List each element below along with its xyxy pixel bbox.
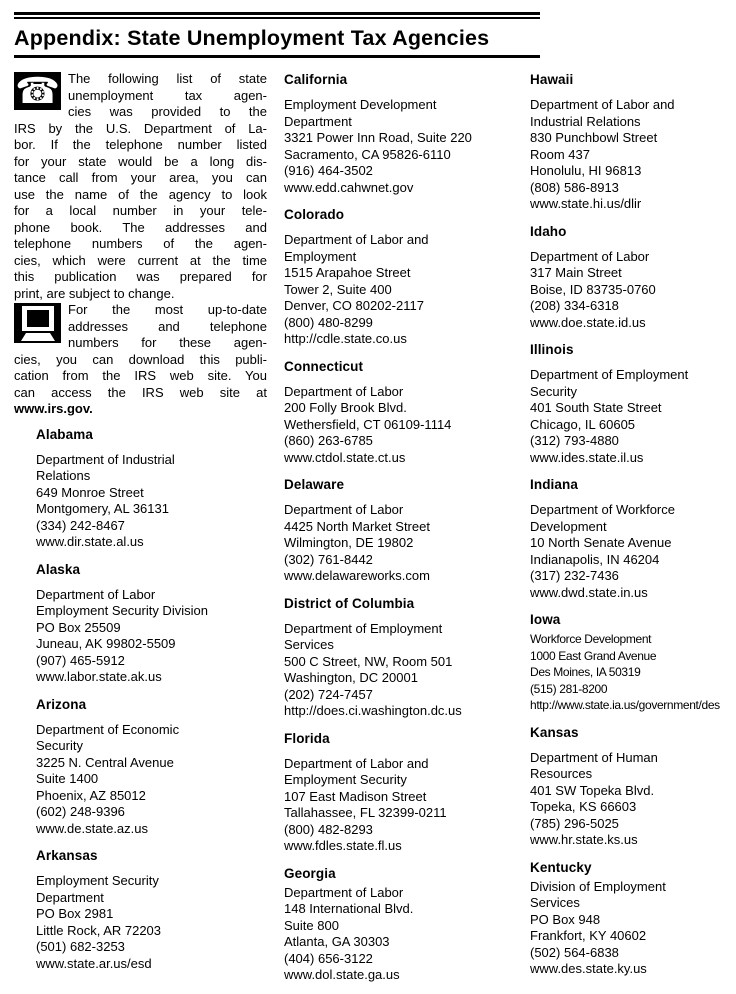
address-line: Department of Labor bbox=[36, 586, 156, 602]
address-line: 200 Folly Brook Blvd. bbox=[284, 400, 407, 415]
intro-text-line: cies, you can download this publi- bbox=[14, 351, 267, 367]
agency-url: www.ctdol.state.ct.us bbox=[284, 449, 406, 465]
state-heading: District of Columbia bbox=[284, 595, 415, 611]
address-line: PO Box 2981 bbox=[36, 906, 114, 921]
address-line: Department of Workforce bbox=[530, 502, 675, 517]
agency-url: http://does.ci.washington.dc.us bbox=[284, 703, 462, 718]
agency-url: www.de.state.az.us bbox=[36, 820, 148, 836]
state-heading: Arizona bbox=[36, 696, 87, 712]
intro-text-line: The following list of state bbox=[68, 71, 267, 86]
state-entry bbox=[36, 426, 267, 551]
address-line: Juneau, AK 99802-5509 bbox=[36, 636, 176, 651]
address-line: Department of Industrial bbox=[36, 451, 175, 467]
address-line: Denver, CO 80202-2117 bbox=[284, 298, 424, 313]
intro-text-line: For the most up-to-date bbox=[68, 302, 267, 317]
intro-text-line: numbers for these agen- bbox=[68, 335, 267, 350]
state-list-column-3 bbox=[530, 71, 736, 978]
address-line: (302) 761-8442 bbox=[284, 551, 373, 567]
state-heading: Kansas bbox=[530, 724, 579, 740]
state-heading: Illinois bbox=[530, 342, 574, 357]
address-line: 1000 East Grand Avenue bbox=[530, 648, 657, 663]
address-line: Services bbox=[530, 895, 580, 910]
state-entry bbox=[284, 865, 521, 984]
address-line: (502) 564-6838 bbox=[530, 944, 619, 960]
address-line: Frankfort, KY 40602 bbox=[530, 928, 647, 943]
state-entry bbox=[284, 71, 521, 196]
address-line: (800) 480-8299 bbox=[284, 314, 373, 330]
state-heading: Colorado bbox=[284, 207, 345, 222]
address-line: (916) 464-3502 bbox=[284, 163, 373, 178]
address-line: (404) 656-3122 bbox=[284, 950, 373, 966]
state-heading: Indiana bbox=[530, 477, 578, 492]
address-line: Boise, ID 83735-0760 bbox=[530, 281, 656, 297]
address-line: Atlanta, GA 30303 bbox=[284, 934, 390, 949]
address-line: 401 South State Street bbox=[530, 400, 662, 415]
address-line: Indianapolis, IN 46204 bbox=[530, 551, 660, 567]
state-entry bbox=[530, 341, 736, 466]
state-heading: Delaware bbox=[284, 477, 345, 492]
intro-text-line: cies was provided to the bbox=[68, 104, 267, 119]
state-entry bbox=[36, 561, 267, 686]
address-line: 317 Main Street bbox=[530, 265, 622, 280]
address-line: Division of Employment bbox=[530, 878, 666, 894]
intro-text-line: this publication was prepared for bbox=[14, 269, 267, 284]
intro-text-line: use the name of the agency to look bbox=[14, 186, 267, 202]
intro-text-line: tance call from your area, you can bbox=[14, 170, 267, 185]
address-line: Department of Employment bbox=[284, 620, 443, 636]
address-line: Phoenix, AZ 85012 bbox=[36, 787, 146, 803]
agency-url: http://cdle.state.co.us bbox=[284, 331, 407, 346]
address-line: 107 East Madison Street bbox=[284, 788, 427, 804]
address-line: Employment Development bbox=[284, 97, 437, 112]
intro-text-line: print, are subject to change. bbox=[14, 285, 175, 301]
title-underline-rule bbox=[14, 55, 540, 58]
state-entry bbox=[36, 696, 267, 838]
page-title: Appendix: State Unemployment Tax Agencies bbox=[14, 26, 490, 50]
address-line: Suite 800 bbox=[284, 917, 339, 933]
address-line: Washington, DC 20001 bbox=[284, 670, 418, 685]
state-heading: California bbox=[284, 72, 348, 87]
address-line: 500 C Street, NW, Room 501 bbox=[284, 653, 453, 669]
address-line: Department of Labor bbox=[530, 248, 650, 264]
address-line: (602) 248-9396 bbox=[36, 804, 125, 819]
address-line: Employment Security bbox=[36, 873, 159, 888]
agency-url: www.des.state.ky.us bbox=[530, 961, 647, 976]
address-line: PO Box 948 bbox=[530, 911, 601, 927]
address-line: Honolulu, HI 96813 bbox=[530, 163, 642, 178]
state-list-column-1 bbox=[14, 426, 267, 973]
address-line: Workforce Development bbox=[530, 632, 652, 646]
state-heading: Iowa bbox=[530, 612, 561, 627]
address-line: Department of Labor bbox=[284, 884, 404, 900]
address-line: Topeka, KS 66603 bbox=[530, 799, 637, 814]
address-line: (202) 724-7457 bbox=[284, 686, 373, 702]
address-line: Wethersfield, CT 06109-1114 bbox=[284, 416, 452, 432]
intro-text-line: cies, which were current at the time bbox=[14, 252, 267, 268]
address-line: (785) 296-5025 bbox=[530, 815, 619, 831]
state-list-column-2 bbox=[284, 71, 521, 984]
agency-url: www.ides.state.il.us bbox=[530, 449, 644, 465]
address-line: (907) 465-5912 bbox=[36, 652, 125, 668]
intro-text-line: for a local number in your tele- bbox=[14, 203, 267, 218]
agency-url: www.dwd.state.in.us bbox=[530, 584, 648, 600]
agency-url: www.doe.state.id.us bbox=[530, 314, 646, 330]
intro-text-line: IRS by the U.S. Department of La- bbox=[14, 120, 267, 136]
address-line: (808) 586-8913 bbox=[530, 179, 619, 195]
state-entry bbox=[530, 724, 736, 849]
address-line: Wilmington, DE 19802 bbox=[284, 535, 414, 550]
state-heading: Alabama bbox=[36, 426, 93, 442]
address-line: Department bbox=[284, 113, 352, 129]
address-line: Employment Security bbox=[284, 772, 407, 787]
intro-text-line: telephone numbers of the agen- bbox=[14, 236, 267, 251]
agency-url: www.labor.state.ak.us bbox=[36, 669, 162, 684]
address-line: Department of Human bbox=[530, 749, 658, 765]
agency-url: http://www.state.ia.us/government/des bbox=[530, 698, 720, 712]
state-entry bbox=[36, 847, 267, 972]
address-line: 649 Monroe Street bbox=[36, 484, 144, 500]
computer-icon bbox=[14, 303, 61, 343]
state-entry bbox=[530, 71, 736, 213]
agency-url: www.fdles.state.fl.us bbox=[284, 838, 402, 853]
agency-url: www.edd.cahwnet.gov bbox=[284, 179, 414, 195]
address-line: Department bbox=[36, 889, 104, 905]
address-line: Sacramento, CA 95826-6110 bbox=[284, 146, 451, 162]
address-line: Department of Labor and bbox=[284, 232, 429, 247]
address-line: Security bbox=[530, 383, 577, 399]
column-states-3 bbox=[530, 71, 736, 994]
rule-bar-bottom bbox=[14, 17, 540, 20]
address-line: Montgomery, AL 36131 bbox=[36, 501, 169, 516]
address-line: Employment bbox=[284, 248, 357, 264]
state-entry bbox=[284, 358, 521, 467]
agency-url: www.dir.state.al.us bbox=[36, 534, 144, 549]
address-line: Department of Labor and bbox=[530, 97, 675, 112]
address-line: Tallahassee, FL 32399-0211 bbox=[284, 805, 447, 820]
state-entry bbox=[530, 223, 736, 332]
state-entry bbox=[284, 730, 521, 855]
address-line: Room 437 bbox=[530, 146, 590, 162]
address-line: PO Box 25509 bbox=[36, 619, 121, 635]
address-line: (800) 482-8293 bbox=[284, 821, 373, 837]
address-line: Department of Labor bbox=[284, 502, 404, 517]
address-line: Relations bbox=[36, 468, 91, 483]
intro-text-line: can access the IRS web site at bbox=[14, 384, 267, 400]
agency-url: www.dol.state.ga.us bbox=[284, 967, 400, 982]
intro-text-line: unemployment tax agen- bbox=[68, 87, 267, 103]
address-line: Resources bbox=[530, 766, 593, 781]
agency-url: www.delawareworks.com bbox=[284, 568, 430, 583]
agency-url: www.state.ar.us/esd bbox=[36, 955, 152, 971]
state-heading: Connecticut bbox=[284, 358, 364, 374]
state-entry bbox=[284, 206, 521, 348]
intro-text-line: cation from the IRS web site. You bbox=[14, 368, 267, 383]
address-line: (312) 793-4880 bbox=[530, 433, 619, 448]
address-line: 401 SW Topeka Blvd. bbox=[530, 782, 655, 798]
address-line: 148 International Blvd. bbox=[284, 901, 414, 916]
agency-url: www.state.hi.us/dlir bbox=[530, 196, 642, 211]
address-line: Suite 1400 bbox=[36, 771, 99, 786]
column-states-2 bbox=[284, 71, 521, 994]
address-line: 4425 North Market Street bbox=[284, 518, 430, 534]
top-double-rule bbox=[14, 12, 736, 19]
address-line: Department of Labor bbox=[284, 383, 404, 399]
telephone-icon: ☎ bbox=[15, 69, 60, 111]
address-line: Department of Labor and bbox=[284, 755, 429, 771]
state-heading: Kentucky bbox=[530, 859, 592, 875]
intro-paragraph-1 bbox=[14, 71, 267, 302]
state-heading: Idaho bbox=[530, 223, 567, 239]
intro-text-line: phone book. The addresses and bbox=[14, 219, 267, 235]
intro-text-line: bor. If the telephone number listed bbox=[14, 137, 267, 152]
intro-text-line: addresses and telephone bbox=[68, 318, 267, 334]
state-heading: Alaska bbox=[36, 561, 81, 577]
state-entry bbox=[530, 859, 736, 978]
state-entry bbox=[284, 476, 521, 585]
address-line: 830 Punchbowl Street bbox=[530, 130, 658, 145]
address-line: Development bbox=[530, 518, 607, 534]
intro-text-line: for your state would be a long dis- bbox=[14, 153, 267, 169]
address-line: 10 North Senate Avenue bbox=[530, 535, 672, 550]
address-line: 1515 Arapahoe Street bbox=[284, 265, 411, 280]
state-heading: Arkansas bbox=[36, 848, 98, 863]
irs-website-url: www.irs.gov. bbox=[14, 401, 93, 416]
address-line: Security bbox=[36, 738, 83, 753]
address-line: (317) 232-7436 bbox=[530, 568, 619, 583]
address-line: Chicago, IL 60605 bbox=[530, 416, 636, 432]
three-column-content bbox=[14, 71, 736, 994]
address-line: (860) 263-6785 bbox=[284, 433, 373, 448]
address-line: Tower 2, Suite 400 bbox=[284, 281, 392, 297]
address-line: Industrial Relations bbox=[530, 113, 641, 129]
address-line: (515) 281-8200 bbox=[530, 681, 608, 696]
state-entry bbox=[530, 611, 736, 714]
address-line: Department of Employment bbox=[530, 367, 689, 382]
state-entry bbox=[530, 476, 736, 601]
address-line: 3321 Power Inn Road, Suite 220 bbox=[284, 130, 472, 145]
column-intro-and-states bbox=[14, 71, 267, 994]
address-line: (334) 242-8467 bbox=[36, 517, 125, 533]
address-line: (208) 334-6318 bbox=[530, 298, 619, 313]
address-line: Des Moines, IA 50319 bbox=[530, 665, 641, 679]
state-heading: Georgia bbox=[284, 865, 336, 881]
address-line: 3225 N. Central Avenue bbox=[36, 754, 174, 770]
agency-url: www.hr.state.ks.us bbox=[530, 832, 638, 847]
address-line: Employment Security Division bbox=[36, 603, 208, 618]
state-heading: Florida bbox=[284, 730, 330, 746]
address-line: Little Rock, AR 72203 bbox=[36, 922, 162, 938]
state-heading: Hawaii bbox=[530, 72, 574, 87]
intro-paragraph-2 bbox=[14, 302, 267, 418]
state-entry bbox=[284, 595, 521, 720]
address-line: Department of Economic bbox=[36, 721, 180, 737]
address-line: Services bbox=[284, 637, 334, 652]
address-line: (501) 682-3253 bbox=[36, 939, 125, 954]
